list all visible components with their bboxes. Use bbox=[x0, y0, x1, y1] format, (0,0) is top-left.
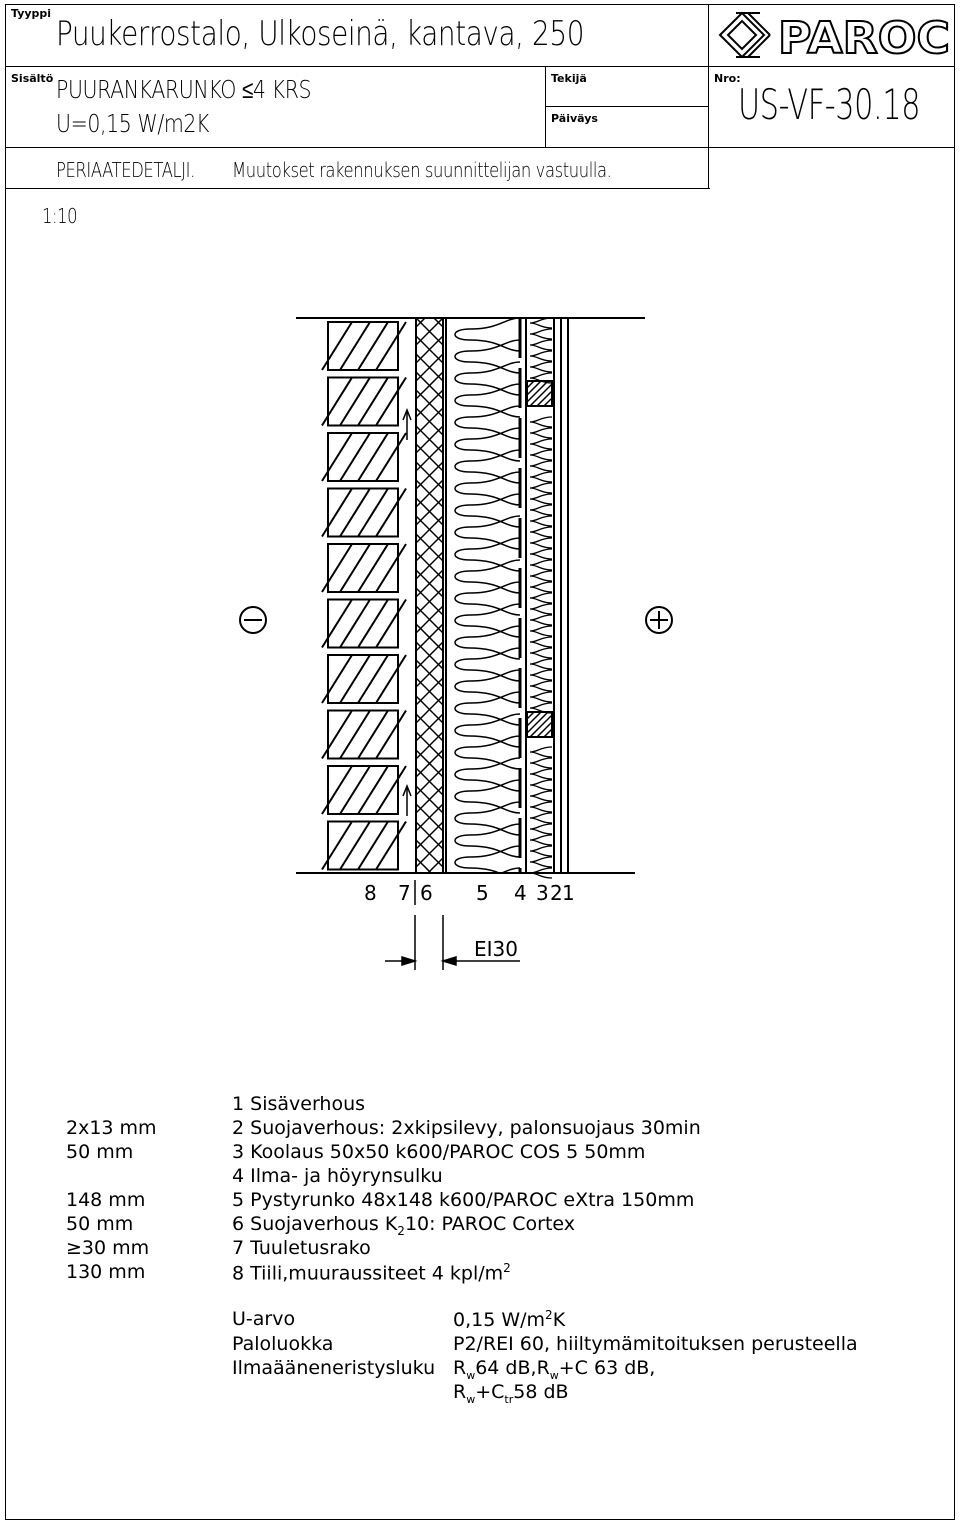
sound-insulation-ctr: $R_w+C_{tr}58$ dB bbox=[453, 1381, 569, 1406]
sound-insulation-label: Ilmaääneneristysluku bbox=[232, 1357, 436, 1379]
drawing-title: Puukerrostalo, Ulkoseinä, kantava, 250 bbox=[56, 14, 585, 54]
layer-number-5: 5 bbox=[476, 881, 489, 905]
paivays-label: Päiväys bbox=[551, 112, 598, 125]
layer-number-2: 2 bbox=[550, 881, 563, 905]
scale-label: 1:10 bbox=[42, 204, 78, 228]
logo-text: PAROC bbox=[778, 13, 950, 61]
layer-number-4: 4 bbox=[514, 881, 527, 905]
sound-insulation-value: $R_w64$ $dB,R_w+C$ 63 dB, bbox=[453, 1357, 656, 1382]
legend-description: 8 Tiili,muuraussiteet 4 kpl/$m^2$ bbox=[232, 1261, 511, 1285]
u-value-label: U-arvo bbox=[232, 1308, 296, 1330]
insulation-layer bbox=[446, 318, 520, 901]
less-equal-symbol: ≤ bbox=[242, 75, 253, 104]
legend-thickness: ≥30 mm bbox=[66, 1237, 150, 1259]
legend-description: 1 Sisäverhous bbox=[232, 1093, 366, 1115]
brick-layer bbox=[322, 322, 406, 870]
ventilation-arrow bbox=[403, 410, 411, 816]
tyyppi-label: Tyyppi bbox=[11, 7, 52, 20]
wind-protection-board bbox=[416, 300, 443, 921]
legend-description: 2 Suojaverhous: 2xkipsilevy, palonsuojaus 30min bbox=[232, 1117, 701, 1139]
legend-description: 5 Pystyrunko 48x148 k600/PAROC eXtra 150mm bbox=[232, 1189, 695, 1211]
legend-description: 7 Tuuletusrako bbox=[232, 1237, 371, 1259]
legend-description: 4 Ilma- ja höyrynsulku bbox=[232, 1165, 443, 1187]
layer-number-1: 1 bbox=[562, 881, 575, 905]
u-value: 0,15 $W/m^2K$ bbox=[453, 1308, 566, 1332]
legend-thickness: 130 mm bbox=[66, 1261, 146, 1283]
layer-number-8: 8 bbox=[364, 881, 377, 905]
layer-number-3: 3 bbox=[536, 881, 549, 905]
legend-thickness: 2x13 mm bbox=[66, 1117, 157, 1139]
batten-layer bbox=[502, 318, 576, 878]
content-line-2: U=0,15 W/m2K bbox=[56, 109, 210, 138]
tekija-label: Tekijä bbox=[551, 72, 587, 85]
gypsum-boards bbox=[554, 318, 568, 873]
layer-number-6: 6 bbox=[420, 881, 433, 905]
fire-class-label: EI30 bbox=[474, 937, 518, 961]
periaate-label: PERIAATEDETALJI. bbox=[56, 158, 195, 182]
sisalto-label: Sisältö bbox=[11, 72, 54, 85]
legend-thickness: 50 mm bbox=[66, 1213, 134, 1235]
fire-class-value: P2/REI 60, hiiltymämitoituksen perusteella bbox=[453, 1333, 858, 1355]
drawing-number: US-VF-30.18 bbox=[738, 80, 921, 129]
minus-circle-icon bbox=[240, 607, 266, 633]
layer-number-7: 7 bbox=[398, 881, 411, 905]
legend-thickness: 148 mm bbox=[66, 1189, 146, 1211]
nro-label: Nro: bbox=[714, 72, 741, 85]
plus-circle-icon bbox=[646, 607, 672, 633]
content-line-1: PUURANKARUNKO ≤4 KRS bbox=[56, 75, 312, 104]
legend-thickness: 50 mm bbox=[66, 1141, 134, 1163]
legend-description: 6 Suojaverhous $K_210$: PAROC Cortex bbox=[232, 1213, 576, 1238]
responsibility-note: Muutokset rakennuksen suunnittelijan vastuulla. bbox=[232, 158, 612, 182]
fire-class-prop-label: Paloluokka bbox=[232, 1333, 334, 1355]
legend-description: 3 Koolaus 50x50 k600/PAROC COS 5 50mm bbox=[232, 1141, 646, 1163]
